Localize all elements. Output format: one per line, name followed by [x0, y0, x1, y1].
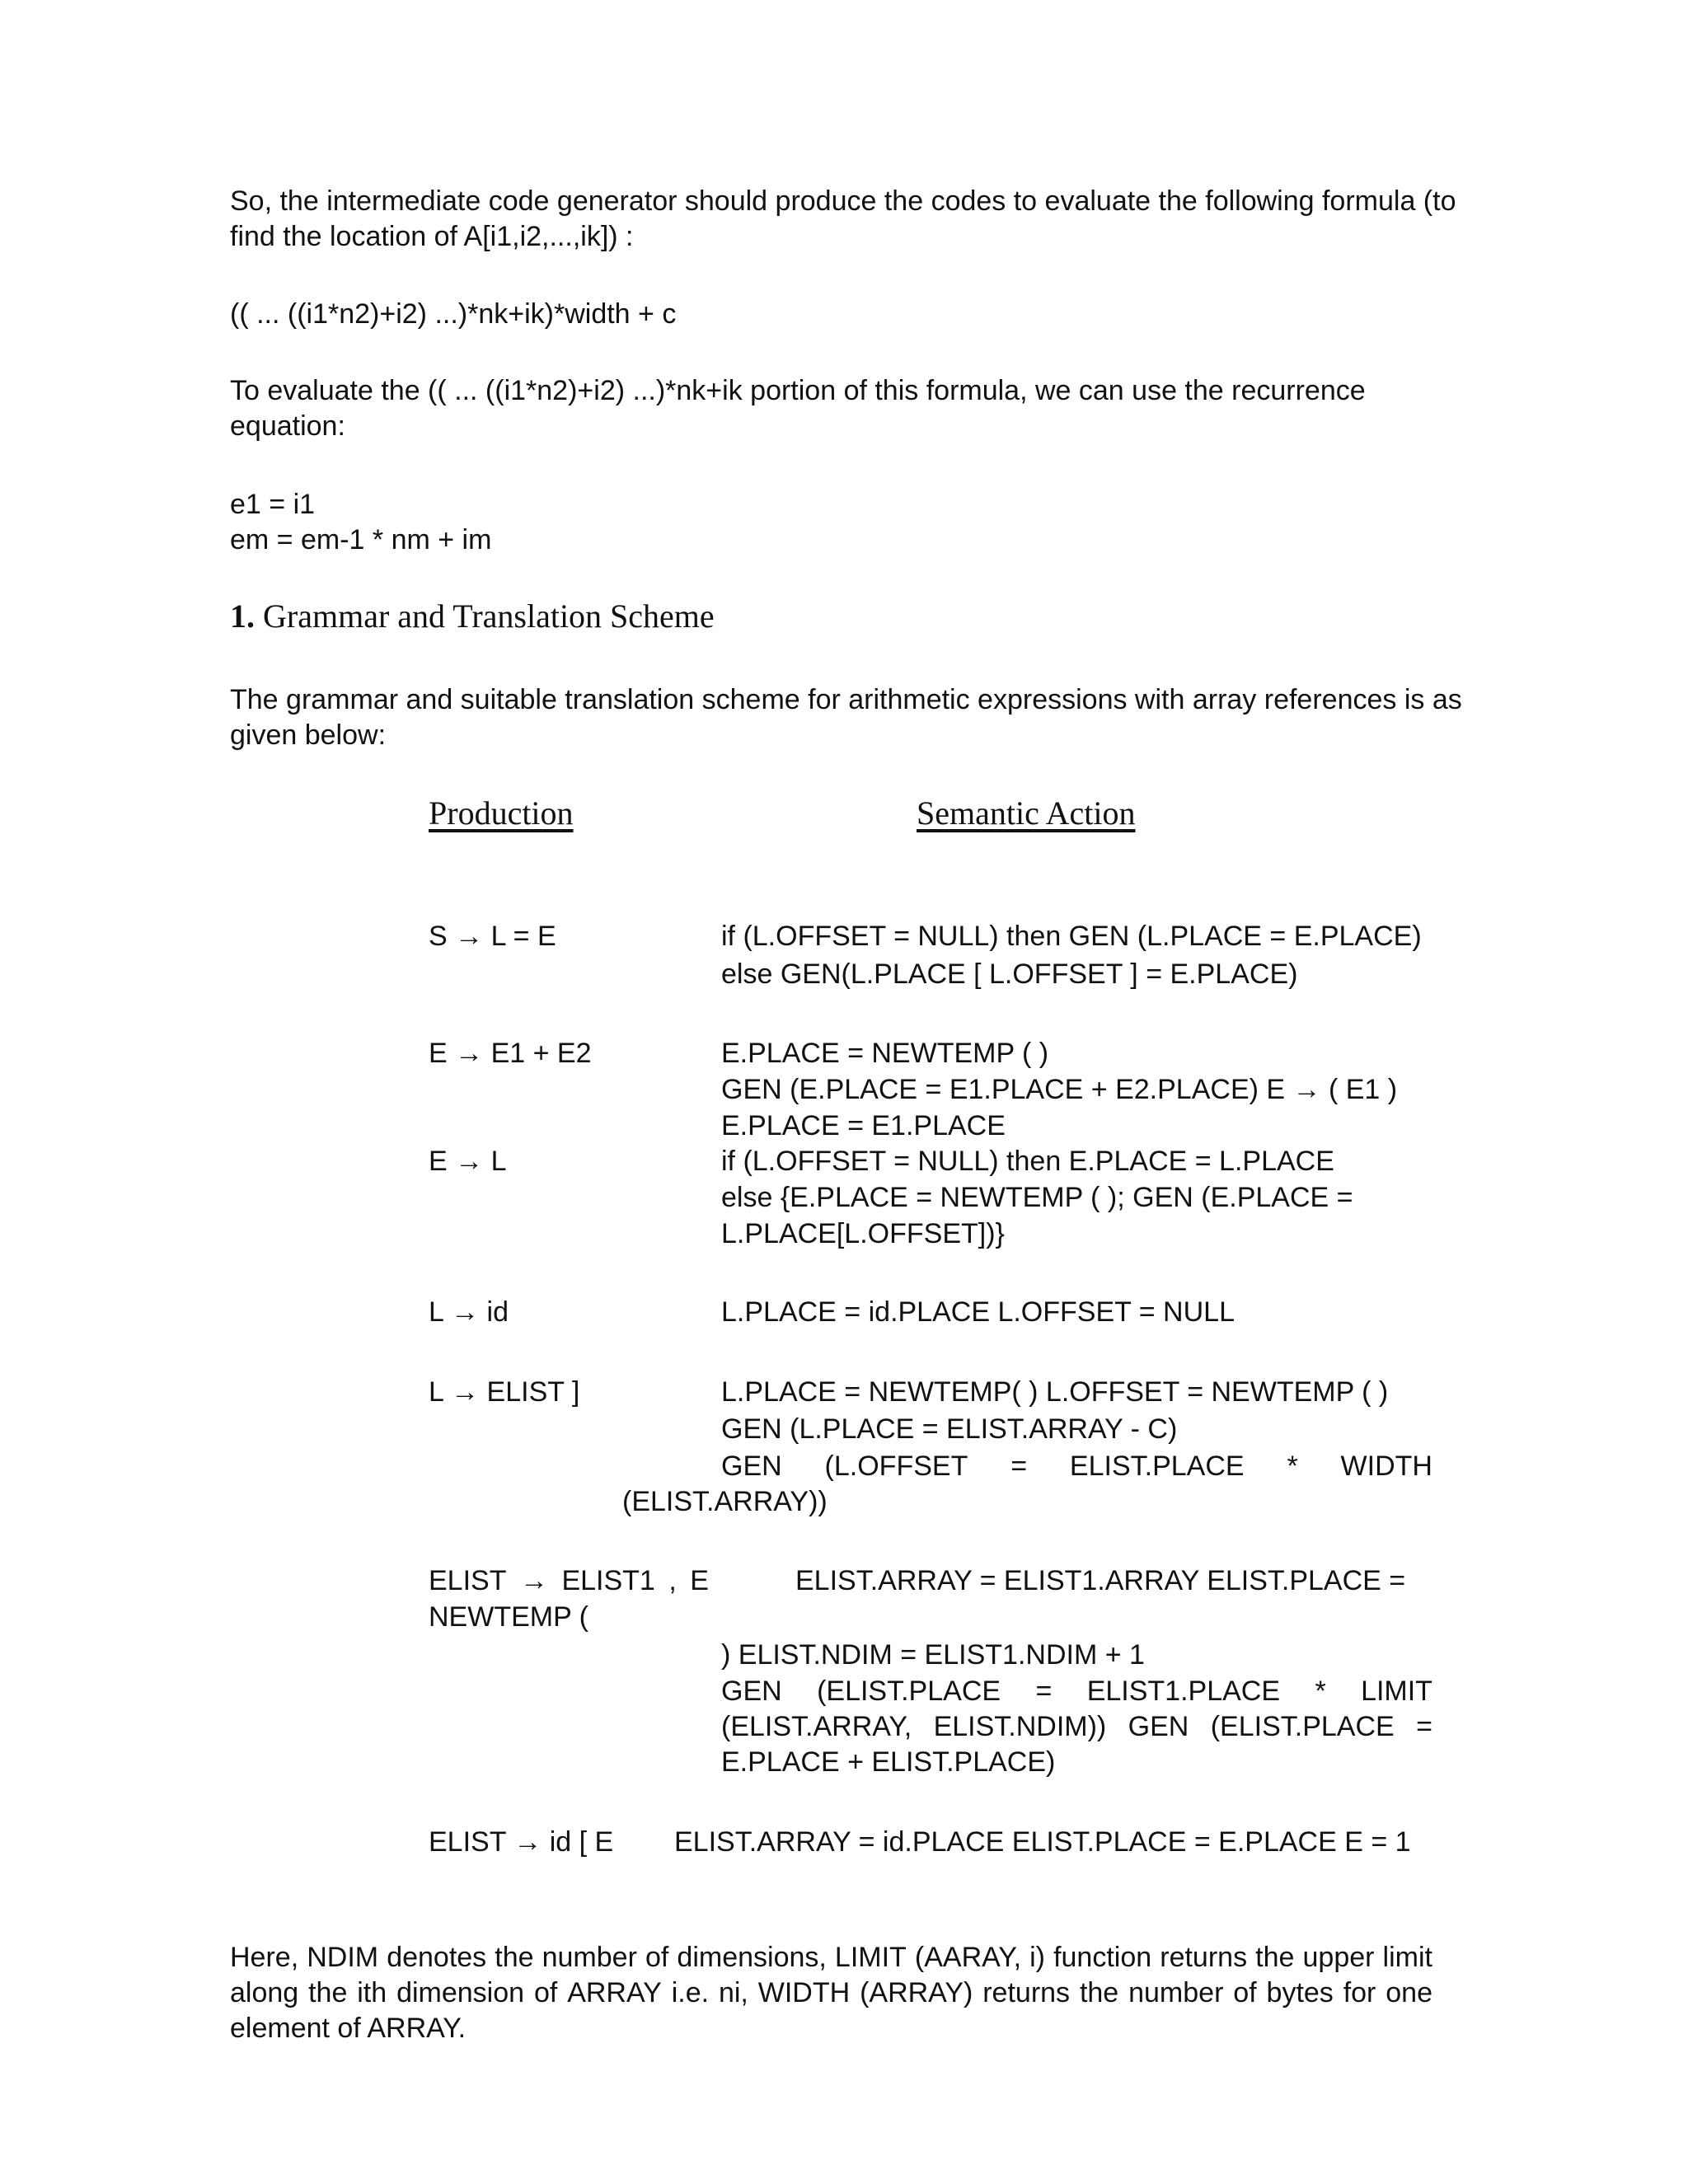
action-line: E.PLACE = NEWTEMP ( ) — [721, 1038, 1049, 1069]
production-s-assign: S → L = E — [429, 921, 556, 952]
column-header-semantic-action: Semantic Action — [917, 794, 1136, 832]
footer-word: i.e. — [671, 1977, 710, 2008]
action-line: ELIST.ARRAY = id.PLACE ELIST.PLACE = E.PLACE E = 1 — [674, 1826, 1411, 1858]
footer-word: of — [1233, 1977, 1257, 2008]
action-line: L.PLACE = NEWTEMP( ) L.OFFSET = NEWTEMP ( ) — [721, 1376, 1389, 1408]
footer-word: for — [1343, 1977, 1376, 2008]
footer-word: the — [495, 1942, 534, 1973]
footer-word: NDIM — [307, 1942, 379, 1973]
footer-word: i) — [1029, 1942, 1045, 1973]
footer-word: of — [533, 1977, 558, 2008]
action-word: = — [1010, 1451, 1028, 1482]
production-l-id: L → id — [429, 1296, 509, 1328]
section-title: Grammar and Translation Scheme — [263, 598, 715, 635]
action-word: LIMIT — [1361, 1675, 1432, 1707]
footer-word: (ARRAY) — [860, 1977, 973, 2008]
production-l-elist: L → ELIST ] — [429, 1376, 580, 1408]
equation-2: em = em-1 * nm + im — [230, 524, 492, 555]
action-line: (ELIST.ARRAY)) — [622, 1486, 828, 1517]
action-word: GEN — [721, 1675, 782, 1707]
footer-word: dimension — [396, 1977, 525, 2008]
action-line: E.PLACE + ELIST.PLACE) — [721, 1746, 1056, 1778]
section-number: 1. — [230, 598, 255, 635]
production-continuation: NEWTEMP ( — [429, 1601, 588, 1633]
formula: (( ... ((i1*n2)+i2) ...)*nk+ik)*width + c — [230, 298, 677, 330]
action-line-justified — [721, 1708, 1432, 1745]
intro-line-1: So, the intermediate code generator should produce the codes to evaluate the following formula (to — [230, 185, 1456, 217]
footer-word: the — [308, 1977, 348, 2008]
footer-line-1 — [230, 1939, 1432, 1975]
production-word: , — [668, 1565, 677, 1596]
action-word: = — [1416, 1711, 1432, 1742]
action-line: GEN (E.PLACE = E1.PLACE + E2.PLACE) E → ( E1 ) — [721, 1074, 1398, 1105]
action-word: * — [1315, 1675, 1326, 1707]
action-line: ELIST.ARRAY = ELIST1.ARRAY ELIST.PLACE = — [795, 1565, 1406, 1596]
footer-word: dimensions, — [677, 1942, 827, 1973]
action-line: if (L.OFFSET = NULL) then GEN (L.PLACE = E.PLACE) — [721, 921, 1422, 952]
footer-word: the — [1255, 1942, 1295, 1973]
section-desc-line-1: The grammar and suitable translation scheme for arithmetic expressions with array references is as — [230, 684, 1462, 715]
column-header-production: Production — [429, 794, 574, 832]
action-line: E.PLACE = E1.PLACE — [721, 1110, 1006, 1141]
footer-word: one — [1386, 1977, 1432, 2008]
footer-word: the — [1079, 1977, 1119, 2008]
action-word: = — [1035, 1675, 1053, 1707]
footer-word: upper — [1302, 1942, 1375, 1973]
footer-word: of — [645, 1942, 669, 1973]
evaluate-line-1: To evaluate the (( ... ((i1*n2)+i2) ...)*nk+ik portion of this formula, we can use the recurrence — [230, 375, 1366, 406]
footer-word: WIDTH — [757, 1977, 851, 2008]
production-word: E — [690, 1565, 709, 1596]
production-e-plus: E → E1 + E2 — [429, 1038, 592, 1069]
footer-word: bytes — [1266, 1977, 1334, 2008]
action-word: (ELIST.ARRAY, — [721, 1711, 912, 1742]
production-word: → — [519, 1565, 548, 1596]
action-word: ELIST.PLACE — [1069, 1451, 1245, 1482]
footer-word: ARRAY — [567, 1977, 662, 2008]
action-line-justified — [721, 1673, 1432, 1709]
action-word: ELIST.NDIM)) — [933, 1711, 1107, 1742]
footer-word: (AARAY, — [914, 1942, 1022, 1973]
footer-word: ith — [357, 1977, 387, 2008]
section-heading — [230, 596, 715, 637]
footer-word: denotes — [387, 1942, 487, 1973]
intro-line-2: find the location of A[i1,i2,...,ik]) : — [230, 221, 634, 252]
footer-word: number — [542, 1942, 637, 1973]
action-line: L.PLACE[L.OFFSET])} — [721, 1218, 1005, 1249]
action-word: WIDTH — [1340, 1451, 1432, 1482]
action-word: GEN — [1128, 1711, 1189, 1742]
production-word: ELIST — [429, 1565, 507, 1596]
production-word: ELIST1 — [561, 1565, 655, 1596]
action-line-justified — [721, 1448, 1432, 1484]
evaluate-line-2: equation: — [230, 410, 345, 442]
production-elist-id: ELIST → id [ E — [429, 1826, 614, 1858]
footer-line-2 — [230, 1975, 1432, 2011]
equation-1: e1 = i1 — [230, 489, 316, 520]
footer-word: LIMIT — [834, 1942, 907, 1973]
footer-word: returns — [982, 1977, 1071, 2008]
footer-word: Here, — [230, 1942, 299, 1973]
action-word: ELIST1.PLACE — [1086, 1675, 1281, 1707]
action-line: L.PLACE = id.PLACE L.OFFSET = NULL — [721, 1296, 1235, 1328]
footer-word: number — [1128, 1977, 1224, 2008]
action-line: if (L.OFFSET = NULL) then E.PLACE = L.PLACE — [721, 1146, 1334, 1177]
action-line: else {E.PLACE = NEWTEMP ( ); GEN (E.PLACE = — [721, 1182, 1353, 1213]
action-line: GEN (L.PLACE = ELIST.ARRAY - C) — [721, 1413, 1178, 1445]
action-word: GEN — [721, 1451, 782, 1482]
action-word: * — [1287, 1451, 1298, 1482]
footer-word: returns — [1160, 1942, 1248, 1973]
action-word: (ELIST.PLACE — [1210, 1711, 1395, 1742]
production-elist-comma — [429, 1563, 709, 1599]
production-e-l: E → L — [429, 1146, 507, 1177]
footer-word: limit — [1382, 1942, 1432, 1973]
section-desc-line-2: given below: — [230, 719, 387, 751]
action-word: (L.OFFSET — [824, 1451, 968, 1482]
action-word: (ELIST.PLACE — [817, 1675, 1001, 1707]
footer-word: along — [230, 1977, 299, 2008]
footer-word: function — [1053, 1942, 1152, 1973]
footer-line-3: element of ARRAY. — [230, 2013, 467, 2044]
action-line: else GEN(L.PLACE [ L.OFFSET ] = E.PLACE) — [721, 958, 1298, 990]
action-line: ) ELIST.NDIM = ELIST1.NDIM + 1 — [721, 1639, 1145, 1671]
footer-word: ni, — [718, 1977, 748, 2008]
